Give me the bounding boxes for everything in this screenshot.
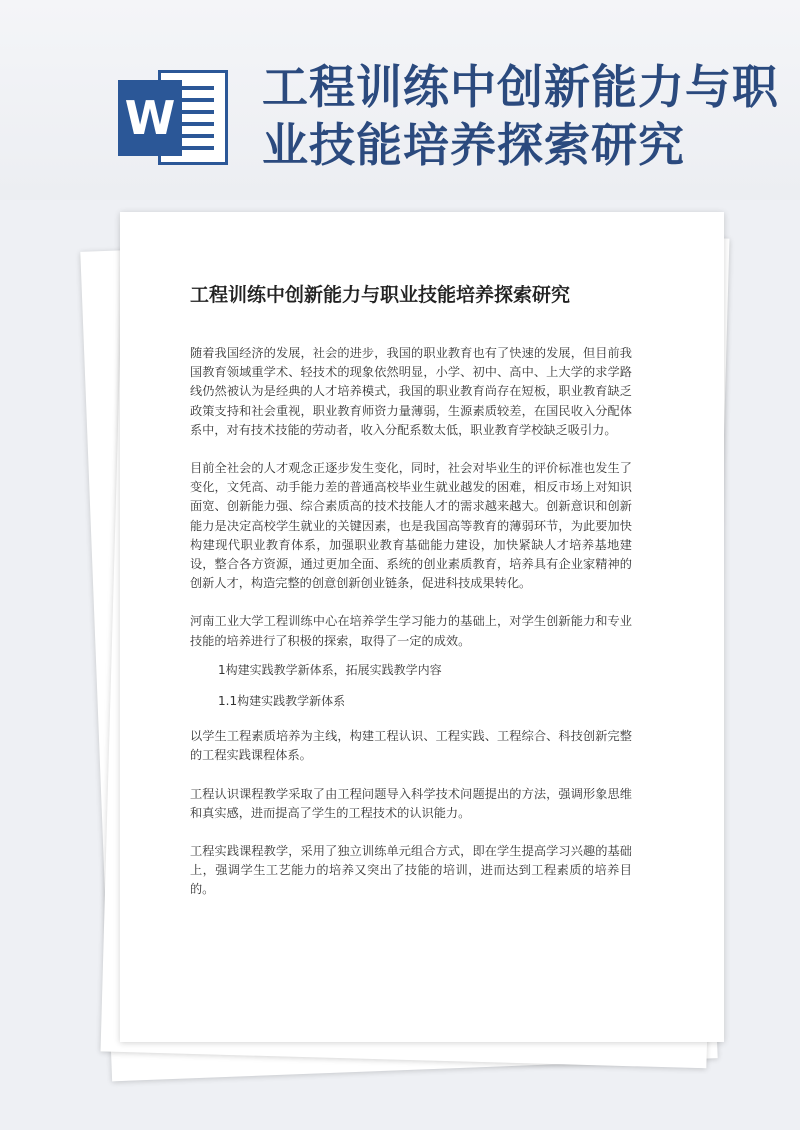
paragraph: 以学生工程素质培养为主线，构建工程认识、工程实践、工程综合、科技创新完整的工程实践课程体系。	[190, 729, 632, 763]
paragraph: 河南工业大学工程训练中心在培养学生学习能力的基础上，对学生创新能力和专业技能的培养进行了积极的探索，取得了一定的成效。	[190, 614, 632, 648]
banner-title: 工程训练中创新能力与职业技能培养探索研究	[262, 60, 779, 172]
word-logo-letter: W	[118, 80, 182, 156]
section-heading: 1构建实践教学新体系，拓展实践教学内容	[218, 662, 442, 677]
paragraph: 工程实践课程教学，采用了独立训练单元组合方式，即在学生提高学习兴趣的基础上，强调学生工艺能力的培养又突出了技能的培训，进而达到工程素质的培养目的。	[190, 844, 632, 897]
word-document-icon	[118, 70, 228, 165]
banner	[0, 0, 800, 200]
paragraph: 随着我国经济的发展，社会的进步，我国的职业教育也有了快速的发展，但目前我国教育领域重学术、轻技术的现象依然明显，小学、初中、高中、上大学的求学路线仍然被认为是经典的人才培养模式，我国的职业教育尚存在短板，职业教育缺乏政策支持和社会重视，职业教育师资力量薄弱，生源素质较差，在国民收入分配体系中，对有技术技能的劳动者，收入分配系数太低，职业教育学校缺乏吸引力。	[190, 346, 632, 437]
paragraph: 目前全社会的人才观念正逐步发生变化，同时，社会对毕业生的评价标准也发生了变化，文凭高、动手能力差的普通高校毕业生就业越发的困难，相反市场上对知识面宽、创新能力强、综合素质高的技术技能人才的需求越来越大。创新意识和创新能力是决定高校学生就业的关键因素，也是我国高等教育的薄弱环节，为此要加快构建现代职业教育体系，加强职业教育基础能力建设，加快紧缺人才培养基地建设，整合各方资源，通过更加全面、系统的创业素质教育，培养具有企业家精神的创新人才，构造完整的创意创新创业链条，促进科技成果转化。	[190, 461, 632, 591]
document-body	[190, 344, 632, 919]
subsection-heading: 1.1构建实践教学新体系	[218, 694, 346, 709]
document-title: 工程训练中创新能力与职业技能培养探索研究	[190, 284, 571, 306]
paragraph: 工程认识课程教学采取了由工程问题导入科学技术问题提出的方法，强调形象思维和真实感，进而提高了学生的工程技术的认识能力。	[190, 786, 632, 820]
